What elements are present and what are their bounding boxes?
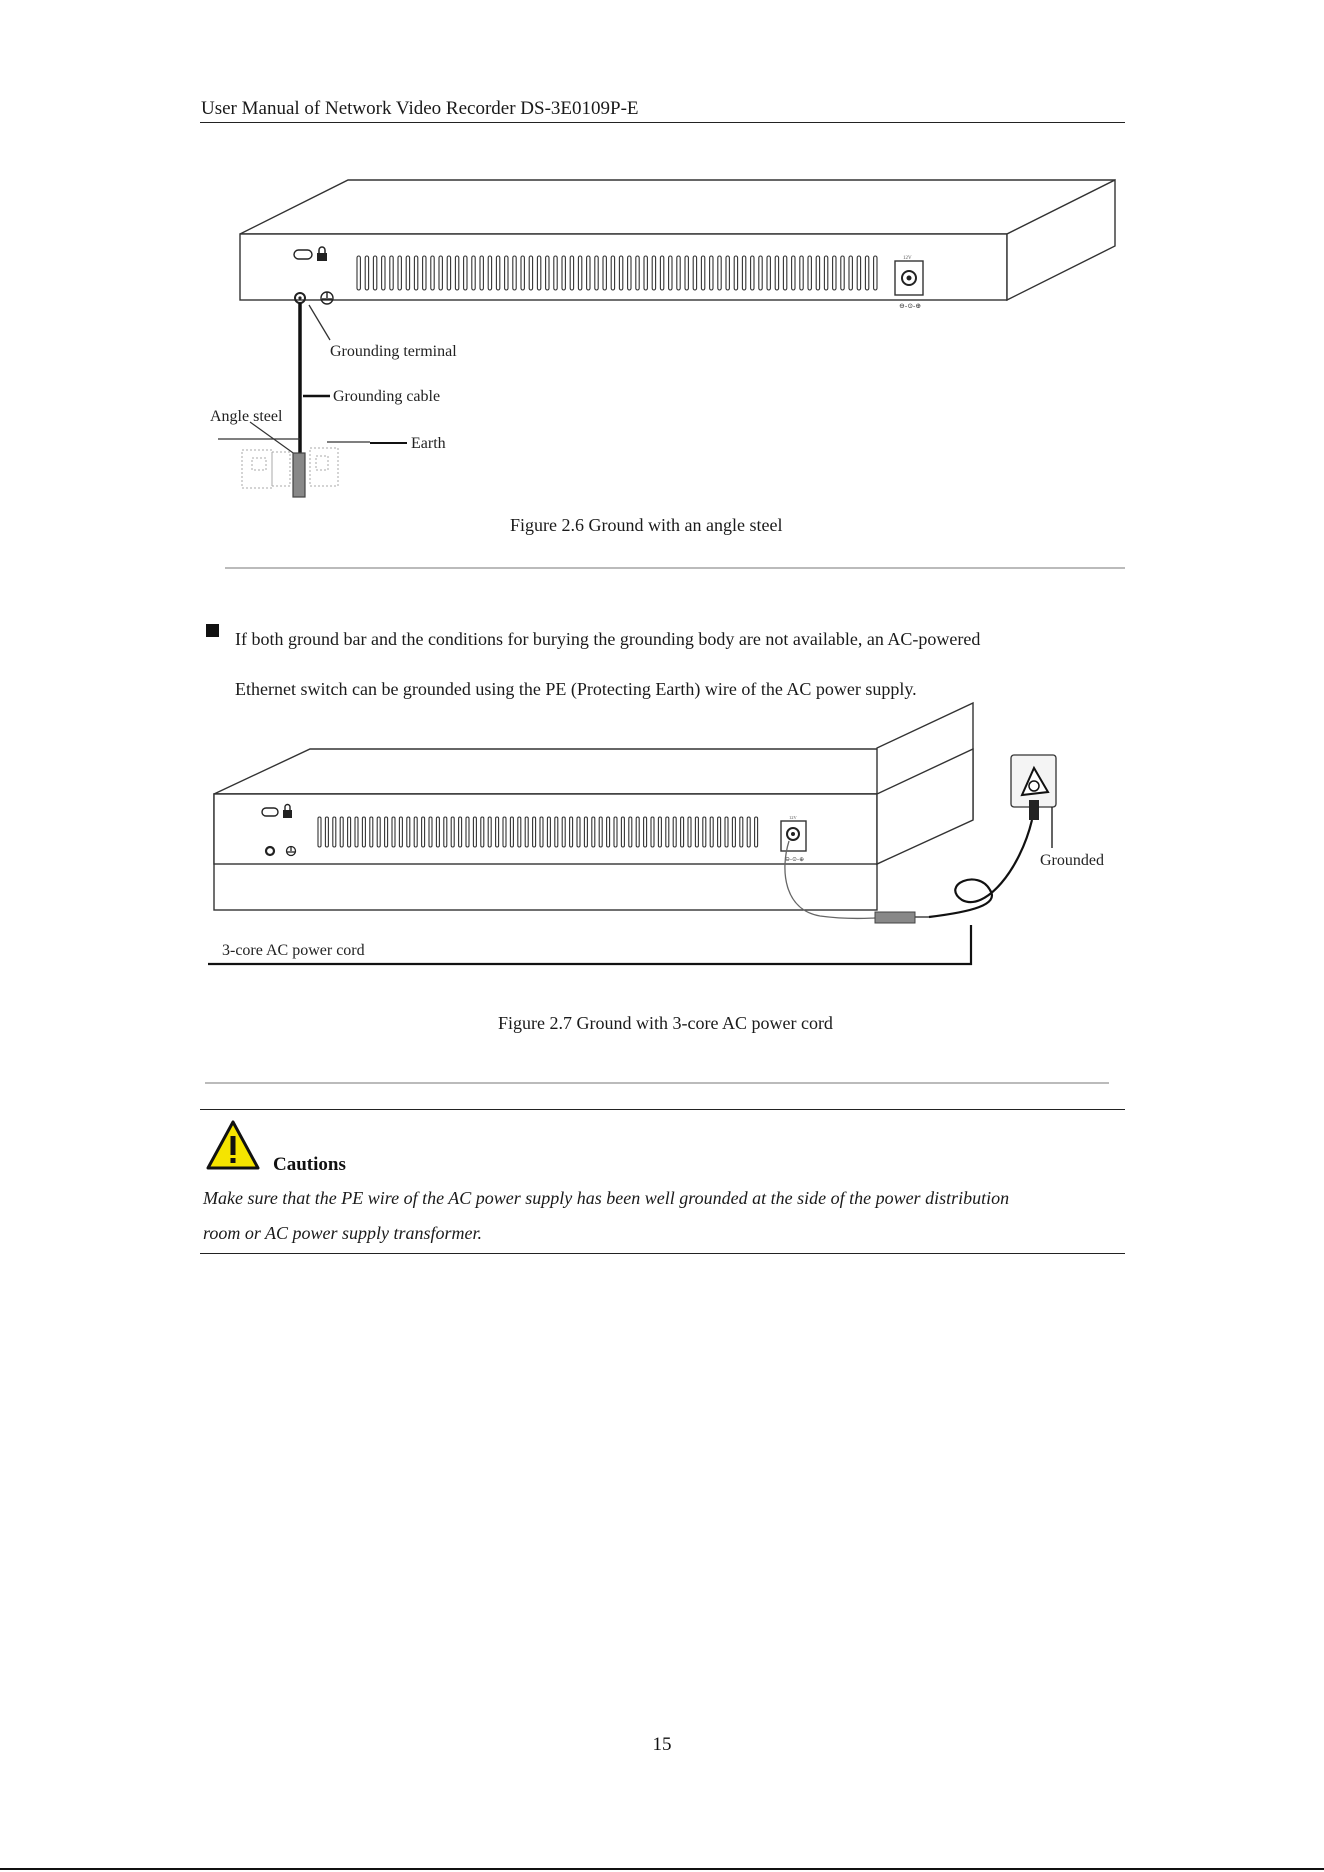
svg-text:⊖-⊙-⊕: ⊖-⊙-⊕ xyxy=(899,302,922,310)
cautions-top-rule xyxy=(200,1109,1125,1110)
label-grounding-cable: Grounding cable xyxy=(333,388,441,405)
figure-2-6-separator xyxy=(225,567,1125,569)
nvr-device-rear xyxy=(240,180,1115,300)
warning-icon xyxy=(205,1119,261,1171)
wall-plug-icon xyxy=(1011,755,1056,820)
figure-2-6-illustration xyxy=(200,170,1130,510)
label-angle-steel: Angle steel xyxy=(210,408,283,425)
figure-2-7-caption: Figure 2.7 Ground with 3-core AC power cord xyxy=(498,1013,833,1033)
page-header-title: User Manual of Network Video Recorder DS-3E0109P-E xyxy=(201,98,639,119)
page-number: 15 xyxy=(652,1734,672,1755)
label-grounded: Grounded xyxy=(1040,852,1104,869)
cautions-bottom-rule xyxy=(200,1253,1125,1254)
cautions-title: Cautions xyxy=(273,1154,346,1175)
page-bottom-rule xyxy=(0,1868,1324,1870)
figure-2-6-caption: Figure 2.6 Ground with an angle steel xyxy=(510,515,783,535)
figure-2-7-separator xyxy=(205,1082,1109,1084)
label-grounding-terminal: Grounding terminal xyxy=(330,343,457,360)
cautions-text-line-1: Make sure that the PE wire of the AC power supply has been well grounded at the side of the power distribution xyxy=(203,1188,1010,1208)
bullet-text-line-2: Ethernet switch can be grounded using the PE (Protecting Earth) wire of the AC power supply. xyxy=(235,679,917,699)
angle-steel-rod xyxy=(293,453,305,497)
label-earth: Earth xyxy=(411,435,446,452)
ac-power-cord xyxy=(929,820,1032,917)
cautions-text-line-2: room or AC power supply transformer. xyxy=(203,1223,483,1243)
svg-text:12V: 12V xyxy=(903,256,912,261)
dc-power-port xyxy=(895,256,923,310)
header-rule xyxy=(200,122,1125,123)
earth-soil xyxy=(242,448,338,488)
power-adapter xyxy=(875,912,915,923)
bullet-marker xyxy=(206,624,219,637)
figure-2-7-illustration xyxy=(200,740,1130,980)
bullet-text-line-1: If both ground bar and the conditions for burying the grounding body are not available, an AC-powered xyxy=(235,629,981,649)
svg-text:12V: 12V xyxy=(789,815,797,820)
label-power-cord: 3-core AC power cord xyxy=(222,942,365,959)
svg-text:⊖-⊙-⊕: ⊖-⊙-⊕ xyxy=(785,857,805,863)
